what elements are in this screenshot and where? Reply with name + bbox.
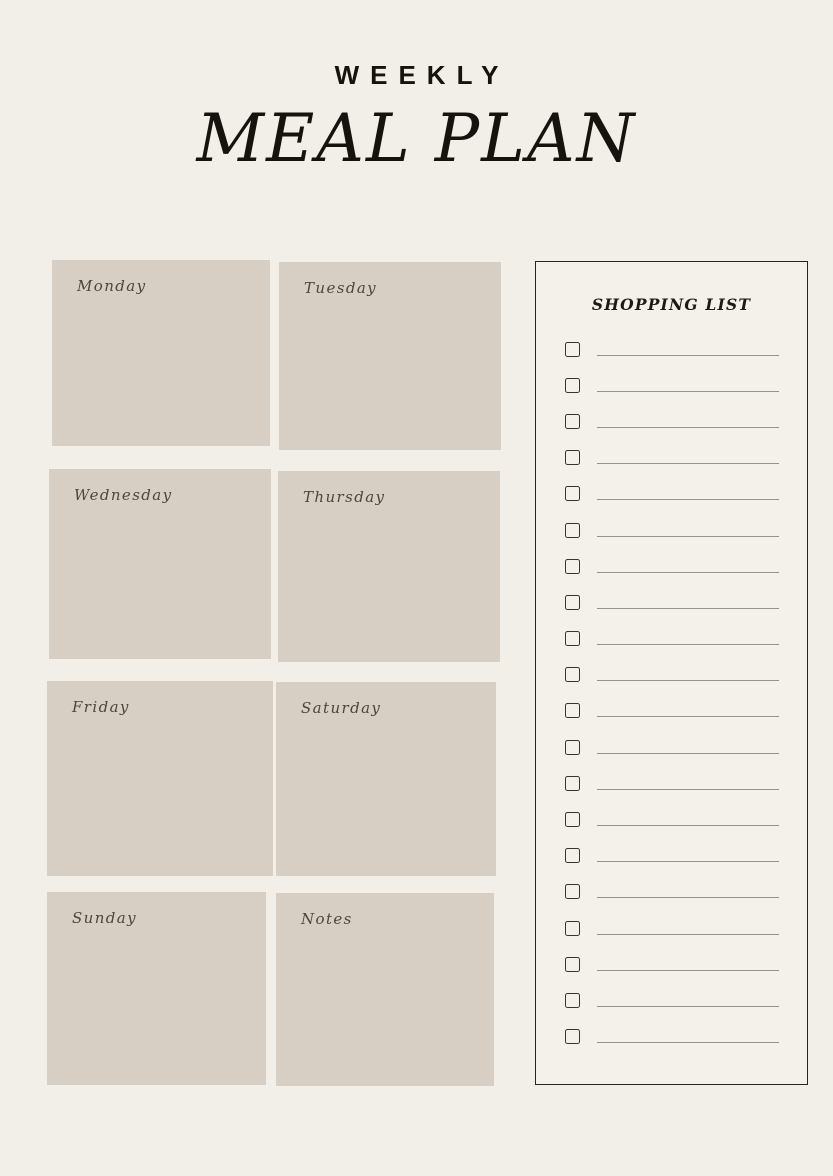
- shopping-list-item-line[interactable]: [597, 499, 779, 500]
- shopping-list-item[interactable]: [565, 512, 779, 548]
- shopping-list-item[interactable]: [565, 440, 779, 476]
- shopping-list-item-line[interactable]: [597, 680, 779, 681]
- shopping-list-item-line[interactable]: [597, 1042, 779, 1043]
- shopping-list-item-line[interactable]: [597, 427, 779, 428]
- day-label-monday: Monday: [77, 277, 147, 295]
- shopping-list-item-line[interactable]: [597, 716, 779, 717]
- checkbox-icon[interactable]: [565, 957, 580, 972]
- shopping-list-item[interactable]: [565, 548, 779, 584]
- checkbox-icon[interactable]: [565, 667, 580, 682]
- checkbox-icon[interactable]: [565, 884, 580, 899]
- shopping-list-item[interactable]: [565, 838, 779, 874]
- shopping-list-item[interactable]: [565, 621, 779, 657]
- shopping-list-item-line[interactable]: [597, 536, 779, 537]
- shopping-list-item[interactable]: [565, 584, 779, 620]
- notes-label: Notes: [301, 910, 353, 928]
- checkbox-icon[interactable]: [565, 921, 580, 936]
- shopping-list-item-line[interactable]: [597, 608, 779, 609]
- day-card-sunday[interactable]: [47, 892, 266, 1085]
- page-header: [0, 60, 833, 177]
- shopping-list-item-line[interactable]: [597, 825, 779, 826]
- shopping-list-item[interactable]: [565, 403, 779, 439]
- shopping-list-item[interactable]: [565, 946, 779, 982]
- shopping-list-item[interactable]: [565, 729, 779, 765]
- day-label-wednesday: Wednesday: [74, 486, 173, 504]
- shopping-list-item[interactable]: [565, 874, 779, 910]
- checkbox-icon[interactable]: [565, 848, 580, 863]
- shopping-list-item[interactable]: [565, 693, 779, 729]
- shopping-list-item[interactable]: [565, 367, 779, 403]
- checkbox-icon[interactable]: [565, 812, 580, 827]
- checkbox-icon[interactable]: [565, 1029, 580, 1044]
- checkbox-icon[interactable]: [565, 523, 580, 538]
- shopping-list-items: [536, 331, 807, 1055]
- notes-card[interactable]: [276, 893, 494, 1086]
- shopping-list-title: SHOPPING LIST: [591, 295, 752, 314]
- checkbox-icon[interactable]: [565, 486, 580, 501]
- shopping-list-item-line[interactable]: [597, 861, 779, 862]
- checkbox-icon[interactable]: [565, 776, 580, 791]
- page-title: MEAL PLAN: [196, 100, 637, 177]
- day-card-friday[interactable]: [47, 681, 273, 876]
- day-grid: [46, 259, 503, 1084]
- checkbox-icon[interactable]: [565, 414, 580, 429]
- day-card-monday[interactable]: [52, 260, 270, 446]
- shopping-list-item-line[interactable]: [597, 789, 779, 790]
- shopping-list-item[interactable]: [565, 765, 779, 801]
- shopping-list-item[interactable]: [565, 910, 779, 946]
- shopping-list-item-line[interactable]: [597, 970, 779, 971]
- day-label-friday: Friday: [72, 698, 130, 716]
- day-label-tuesday: Tuesday: [304, 279, 378, 297]
- shopping-list-item-line[interactable]: [597, 463, 779, 464]
- shopping-list-item-line[interactable]: [597, 391, 779, 392]
- day-label-thursday: Thursday: [303, 488, 386, 506]
- day-card-wednesday[interactable]: [49, 469, 271, 659]
- shopping-list-item[interactable]: [565, 1019, 779, 1055]
- checkbox-icon[interactable]: [565, 378, 580, 393]
- checkbox-icon[interactable]: [565, 740, 580, 755]
- shopping-list-item[interactable]: [565, 331, 779, 367]
- checkbox-icon[interactable]: [565, 595, 580, 610]
- shopping-list-item-line[interactable]: [597, 572, 779, 573]
- day-label-saturday: Saturday: [301, 699, 382, 717]
- day-label-sunday: Sunday: [72, 909, 138, 927]
- shopping-list-item-line[interactable]: [597, 753, 779, 754]
- checkbox-icon[interactable]: [565, 993, 580, 1008]
- checkbox-icon[interactable]: [565, 559, 580, 574]
- shopping-list-item[interactable]: [565, 801, 779, 837]
- shopping-list-item-line[interactable]: [597, 1006, 779, 1007]
- checkbox-icon[interactable]: [565, 703, 580, 718]
- day-card-tuesday[interactable]: [279, 262, 501, 450]
- checkbox-icon[interactable]: [565, 342, 580, 357]
- shopping-list-item[interactable]: [565, 982, 779, 1018]
- day-card-saturday[interactable]: [276, 682, 496, 876]
- shopping-list-item[interactable]: [565, 476, 779, 512]
- shopping-list-item[interactable]: [565, 657, 779, 693]
- page-kicker: WEEKLY: [334, 60, 510, 90]
- day-card-thursday[interactable]: [278, 471, 500, 662]
- shopping-list-item-line[interactable]: [597, 897, 779, 898]
- shopping-list-item-line[interactable]: [597, 934, 779, 935]
- shopping-list-item-line[interactable]: [597, 644, 779, 645]
- shopping-list-item-line[interactable]: [597, 355, 779, 356]
- checkbox-icon[interactable]: [565, 631, 580, 646]
- checkbox-icon[interactable]: [565, 450, 580, 465]
- shopping-list-panel: [535, 261, 808, 1085]
